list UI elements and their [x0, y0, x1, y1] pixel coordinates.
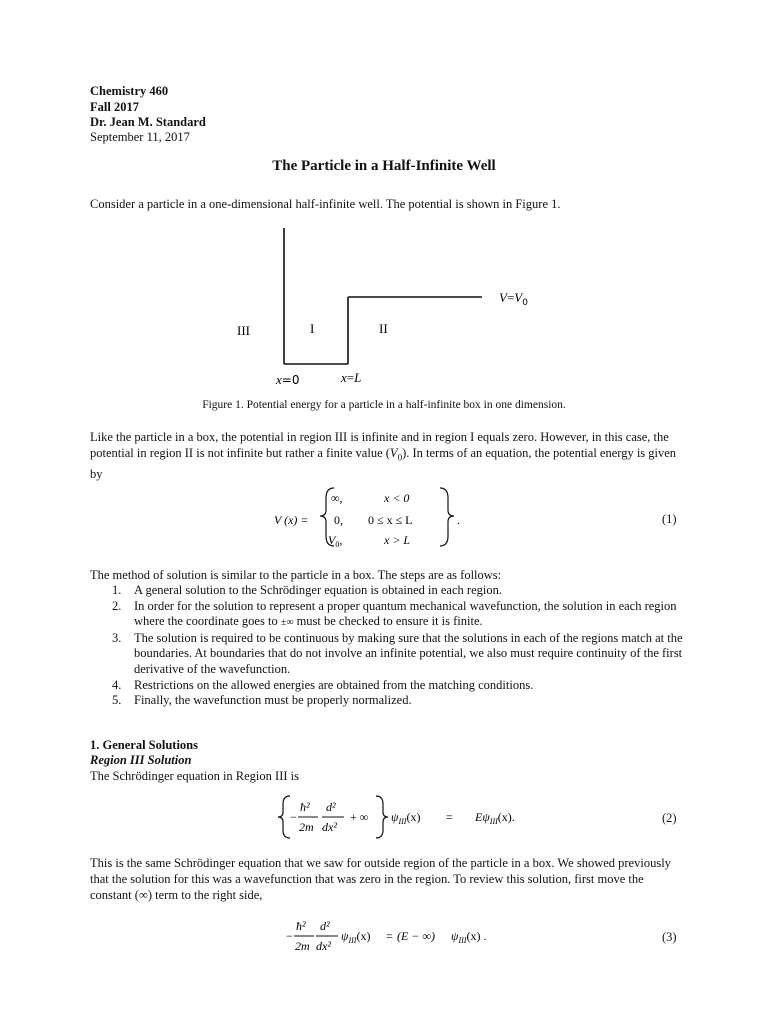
- x-zero-label: x=0: [276, 372, 300, 387]
- eq1-row3-condition: x > L: [384, 533, 411, 547]
- v-equals-v0-label: $V=V_0$: [499, 290, 528, 308]
- method-intro: The method of solution is similar to the particle in a box. The steps are as follows:: [90, 568, 502, 582]
- course-name: Chemistry 460: [90, 84, 169, 98]
- svg-text:2m: 2m: [295, 939, 310, 953]
- eq3-psi-lhs: $\psi_{III}(x)$: [341, 929, 371, 945]
- solution-steps-list: [90, 583, 690, 709]
- paragraph-review: This is the same Schrödinger equation that we saw for outside region of the particle in a box. We showed previously that the solution for this was a wavefunction that was zero in the region. To review this solution, first move the constant (∞) term to the right side,: [90, 856, 671, 902]
- svg-text:+ ∞: + ∞: [350, 810, 369, 824]
- eq2-right-brace: [376, 796, 388, 838]
- section-text: The Schrödinger equation in Region III is: [90, 769, 299, 783]
- equation-3-number: (3): [662, 930, 677, 944]
- region-I-label: I: [310, 321, 315, 336]
- svg-text:=: =: [386, 929, 393, 943]
- eq1-row2-condition: 0 ≤ x ≤ L: [368, 513, 413, 527]
- eq1-right-brace: [440, 488, 454, 546]
- equation-1-number: (1): [662, 512, 677, 526]
- svg-text:dx²: dx²: [322, 820, 337, 834]
- svg-text:−: −: [286, 929, 293, 943]
- region-II-label: II: [379, 321, 388, 336]
- svg-text:−: −: [290, 810, 297, 824]
- svg-text:=: =: [446, 810, 453, 824]
- list-item: 4. Restrictions on the allowed energies are obtained from the matching conditions.: [112, 677, 534, 692]
- svg-text:2m: 2m: [299, 820, 314, 834]
- equation-2-number: (2): [662, 811, 677, 825]
- equation-3: [0, 912, 768, 962]
- paragraph-potential-description: Like the particle in a box, the potential in region III is infinite and in region I equals zero. However, in this case, the potential in region II is not infinite but rather a finite value $(V_0)$. In terms of an equation, the potential energy is given by: [90, 430, 677, 481]
- list-item: 3. The solution is required to be continuous by making sure that the solutions in each of the regions match at the boundaries. At boundaries that do not involve an infinite potential, we also must require continuity of the first derivative of the wavefunction.: [112, 630, 683, 676]
- section-subheading: Region III Solution: [90, 753, 192, 767]
- section-heading: 1. General Solutions: [90, 738, 198, 752]
- svg-text:ħ²: ħ²: [300, 800, 310, 814]
- region-III-label: III: [237, 323, 250, 338]
- page-title: The Particle in a Half-Infinite Well: [272, 158, 496, 174]
- eq1-row2-value: 0,: [334, 513, 343, 527]
- eq3-psi-rhs: $\psi_{III}(x)$ .: [451, 929, 487, 945]
- list-item: 1. A general solution to the Schrödinger equation is obtained in each region.: [112, 583, 502, 597]
- author: Dr. Jean M. Standard: [90, 115, 206, 129]
- eq2-rhs: $E\psi_{III}(x)$.: [475, 810, 515, 826]
- term: Fall 2017: [90, 100, 139, 114]
- svg-text:d²: d²: [326, 800, 336, 814]
- list-item: 5. Finally, the wavefunction must be properly normalized.: [112, 693, 412, 708]
- figure-caption: Figure 1. Potential energy for a particle in a half-infinite box in one dimension.: [202, 399, 566, 411]
- eq2-psi-lhs: $\psi_{III}(x)$: [391, 810, 421, 826]
- eq1-lhs: V (x) =: [274, 513, 309, 527]
- eq1-row1-value: ∞,: [331, 491, 343, 505]
- equation-2: [0, 792, 768, 842]
- eq1-row1-condition: x < 0: [384, 491, 410, 505]
- eq1-row3-value: $V_0$,: [328, 533, 343, 549]
- svg-text:dx²: dx²: [316, 939, 331, 953]
- potential-well-figure: [0, 0, 768, 420]
- equation-1: [0, 480, 768, 555]
- svg-text:ħ²: ħ²: [296, 919, 306, 933]
- intro-paragraph: Consider a particle in a one-dimensional half-infinite well. The potential is shown in Figure 1.: [90, 197, 561, 211]
- list-item: 2. In order for the solution to represent a proper quantum mechanical wavefunction, the solution in each region where the coordinate goes to ±∞ must be checked to ensure it is finite.: [112, 598, 677, 629]
- x-L-label: x=L: [341, 370, 362, 385]
- svg-text:d²: d²: [320, 919, 330, 933]
- eq1-tail: .: [457, 513, 460, 527]
- eq3-rhs: (E − ∞): [397, 929, 435, 943]
- eq2-left-brace: [278, 796, 290, 838]
- date: September 11, 2017: [90, 130, 190, 144]
